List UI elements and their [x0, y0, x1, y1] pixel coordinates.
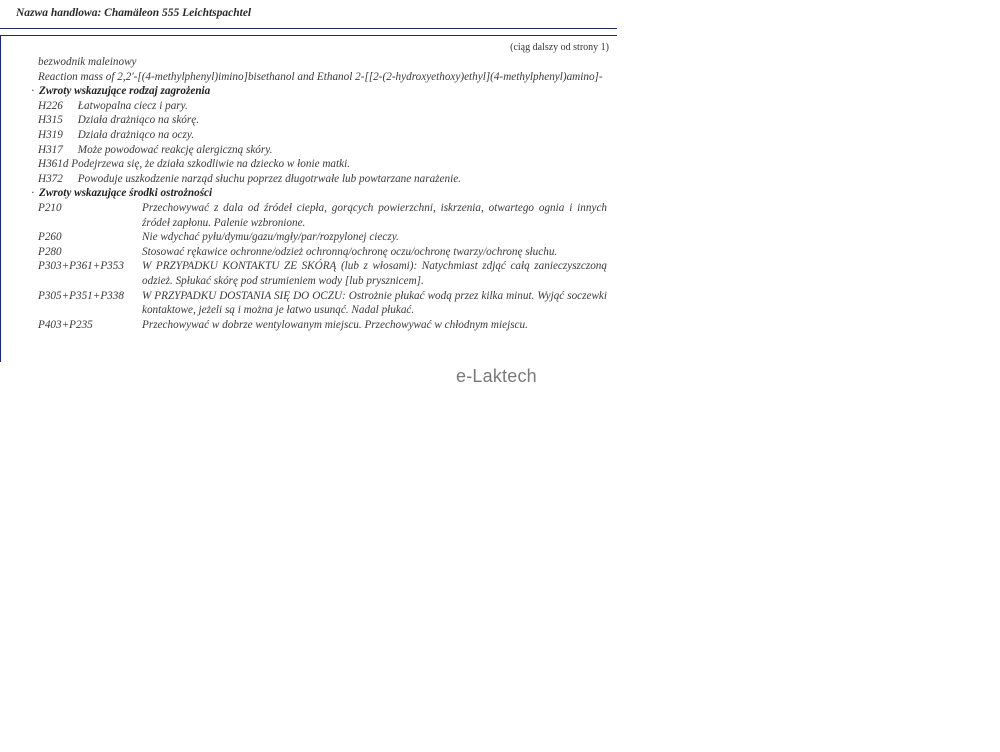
- precaution-statement-row: [1, 289, 613, 318]
- precaution-section-title: [1, 186, 613, 201]
- header-divider: [0, 28, 617, 29]
- precaution-text: Nie wdychać pyłu/dymu/gazu/mgły/par/rozpylonej cieczy.: [142, 231, 399, 244]
- hazard-statement-row: [1, 113, 613, 128]
- hazard-text: Działa drażniąco na oczy.: [77, 128, 195, 141]
- precaution-statement-row: [1, 245, 613, 260]
- hazard-text: Może powodować reakcję alergiczną skóry.: [77, 143, 273, 156]
- precaution-statement-row: [1, 318, 613, 333]
- hazard-statement-row: [1, 128, 613, 143]
- precaution-text: W PRZYPADKU DOSTANIA SIĘ DO OCZU: Ostrożnie płukać wodą przez kilka minut. Wyjąć soczewki kontaktowe, jeżeli są i można je łatwo usunąć. Nadal płukać.: [142, 289, 607, 317]
- hazard-statement-row: [1, 157, 613, 172]
- precaution-code: P280: [38, 245, 62, 258]
- hazard-code: H226: [38, 99, 63, 112]
- intro-line: Reaction mass of 2,2'-[(4-methylphenyl)imino]bisethanol and Ethanol 2-[[2-(2-hydroxyethoxy)ethyl](4-methylphenyl)amino]-: [38, 70, 603, 83]
- precaution-text: Przechowywać w dobrze wentylowanym miejscu. Przechowywać w chłodnym miejscu.: [142, 318, 528, 331]
- precaution-code: P305+P351+P338: [38, 289, 124, 302]
- section-bullet: ·: [31, 85, 35, 98]
- section-bullet: ·: [31, 187, 35, 200]
- precaution-statement-row: [1, 230, 613, 245]
- hazard-statement-row: [1, 172, 613, 187]
- hazard-section-title: [1, 84, 613, 99]
- precaution-code: P303+P361+P353: [38, 260, 124, 273]
- hazard-code: H361d: [38, 158, 69, 171]
- hazard-text: Powoduje uszkodzenie narząd słuchu poprzez długotrwałe lub powtarzane narażenie.: [77, 172, 461, 185]
- document-content: [1, 55, 613, 332]
- precaution-code: P210: [38, 201, 62, 214]
- document-body-frame: [0, 35, 617, 362]
- hazard-code: H372: [38, 172, 63, 185]
- hazard-code: H317: [38, 143, 63, 156]
- precaution-text: Przechowywać z dala od źródeł ciepła, gorących powierzchni, iskrzenia, otwartego ognia i innych źródeł zapłonu. Palenie wzbronione.: [142, 201, 607, 229]
- hazard-statement-row: [1, 99, 613, 114]
- hazard-text: Łatwopalna ciecz i pary.: [77, 99, 188, 112]
- precaution-code: P403+P235: [38, 318, 93, 331]
- hazard-text: Podejrzewa się, że działa szkodliwie na dziecko w łonie matki.: [71, 158, 350, 171]
- intro-line: bezwodnik maleinowy: [38, 56, 137, 68]
- precaution-code: P260: [38, 231, 62, 244]
- hazard-text: Działa drażniąco na skórę.: [77, 114, 199, 127]
- continuation-note: (ciąg dalszy od strony 1): [510, 42, 609, 53]
- hazard-code: H315: [38, 114, 63, 127]
- watermark-text: e-Laktech: [456, 366, 537, 386]
- precaution-text: Stosować rękawice ochronne/odzież ochronną/ochronę oczu/ochronę twarzy/ochronę słuchu.: [142, 245, 558, 258]
- precaution-text: W PRZYPADKU KONTAKTU ZE SKÓRĄ (lub z włosami): Natychmiast zdjąć całą zanieczyszczoną odzież. Spłukać skórę pod strumieniem wody [lub prysznicem].: [142, 260, 607, 287]
- precaution-statement-row: [1, 259, 613, 288]
- precaution-statement-row: [1, 201, 613, 230]
- hazard-statement-row: [1, 143, 613, 158]
- document-header-trade-name: Nazwa handlowa: Chamäleon 555 Leichtspachtel: [16, 7, 252, 19]
- section-title-text: Zwroty wskazujące rodzaj zagrożenia: [39, 85, 211, 98]
- hazard-code: H319: [38, 128, 63, 141]
- section-title-text: Zwroty wskazujące środki ostrożności: [39, 187, 213, 200]
